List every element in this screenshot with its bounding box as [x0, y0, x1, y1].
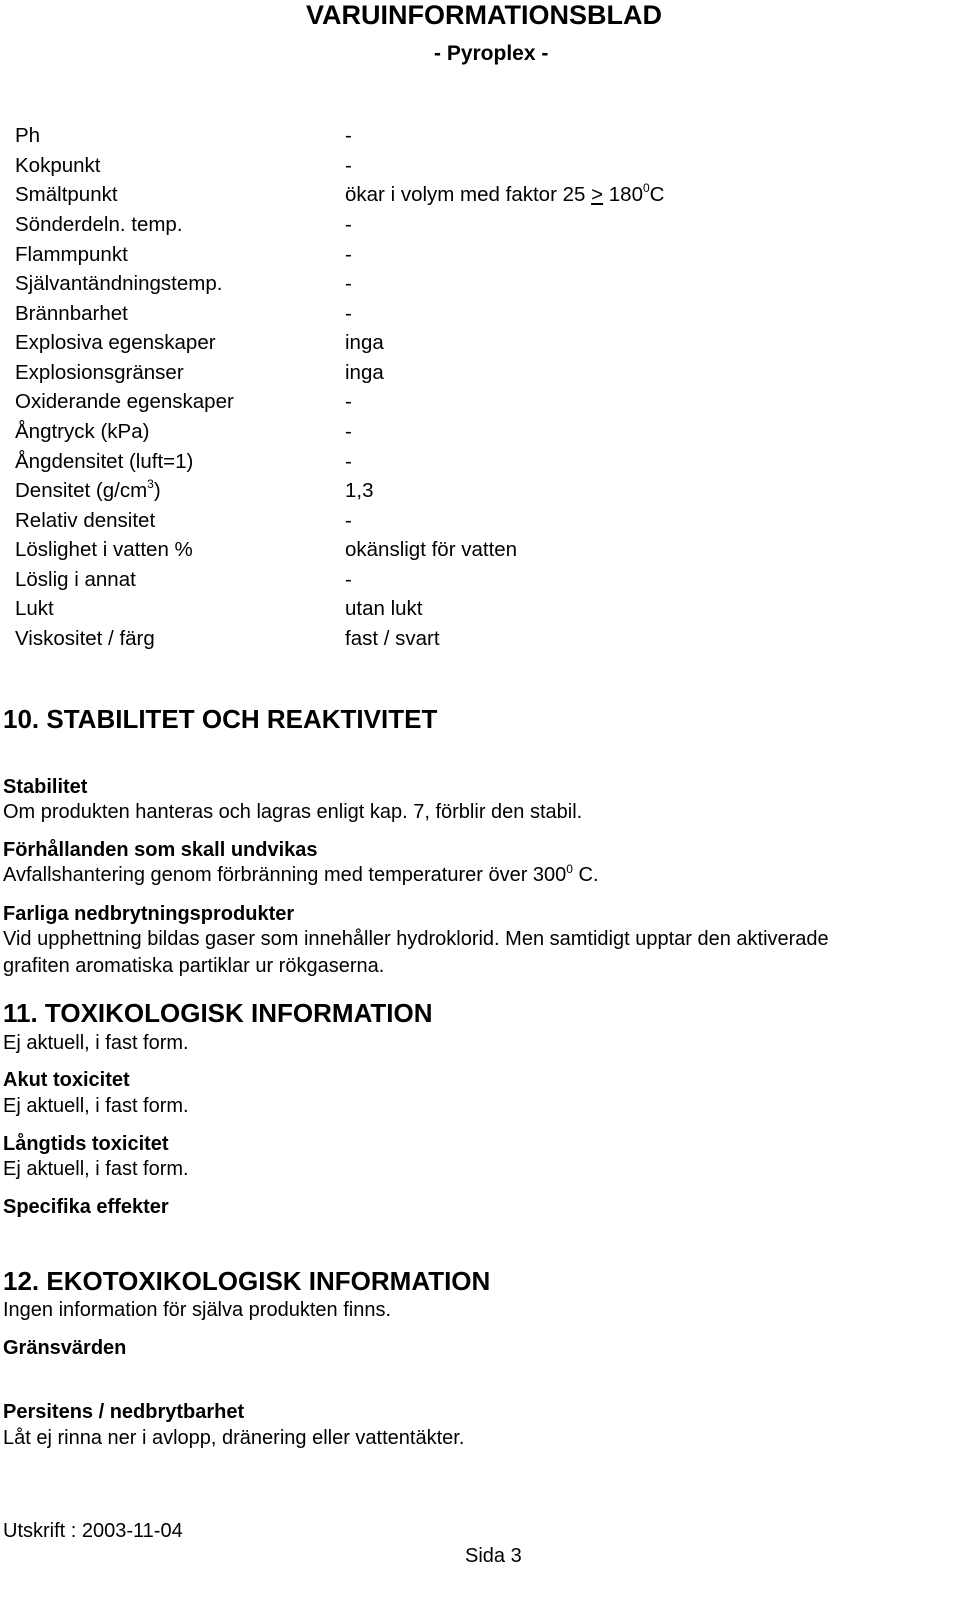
property-value: -: [345, 124, 352, 147]
avoid-text: Avfallshantering genom förbränning med temperaturer över 300: [3, 864, 567, 886]
property-value: [345, 183, 664, 207]
value-unit: C: [649, 183, 665, 206]
property-value: -: [345, 243, 352, 266]
property-value: inga: [345, 331, 384, 354]
property-label: Brännbarhet: [15, 302, 128, 325]
value-number: 180: [603, 183, 643, 206]
section-10-heading: 10. STABILITET OCH REAKTIVITET: [3, 704, 438, 734]
toxicology-intro: Ej aktuell, i fast form.: [3, 1032, 189, 1054]
label-text-end: ): [153, 479, 161, 502]
specific-effects-label: Specifika effekter: [3, 1196, 169, 1218]
property-label: Oxiderande egenskaper: [15, 390, 234, 413]
avoid-text-end: C.: [572, 864, 599, 886]
decomposition-products-text-line2: grafiten aromatiska partiklar ur rökgaserna.: [3, 955, 385, 977]
property-value: -: [345, 272, 352, 295]
property-label: Smältpunkt: [15, 183, 118, 206]
property-value: -: [345, 390, 352, 413]
decomposition-products-label: Farliga nedbrytningsprodukter: [3, 903, 295, 925]
cubic-superscript: 3: [147, 477, 154, 491]
property-value: 1,3: [345, 479, 374, 502]
degree-superscript: 0: [642, 181, 650, 195]
product-name: - Pyroplex -: [434, 42, 549, 65]
greater-equal-symbol: >: [591, 183, 604, 206]
section-11-heading: 11. TOXIKOLOGISK INFORMATION: [3, 998, 433, 1028]
property-label: Relativ densitet: [15, 509, 156, 532]
property-label: [15, 479, 161, 503]
property-label: Lukt: [15, 597, 54, 620]
label-text: Densitet (g/cm: [15, 479, 148, 502]
conditions-to-avoid-text: [3, 864, 599, 887]
property-value: -: [345, 509, 352, 532]
property-label: Sönderdeln. temp.: [15, 213, 183, 236]
limit-values-label: Gränsvärden: [3, 1337, 127, 1359]
long-term-toxicity-text: Ej aktuell, i fast form.: [3, 1158, 189, 1180]
section-12-heading: 12. EKOTOXIKOLOGISK INFORMATION: [3, 1266, 491, 1296]
page-number: Sida 3: [465, 1545, 522, 1567]
value-text: ökar i volym med faktor 25: [345, 183, 592, 206]
decomposition-products-text-line1: Vid upphettning bildas gaser som innehåller hydroklorid. Men samtidigt upptar den aktiverade: [3, 928, 829, 950]
property-value: -: [345, 420, 352, 443]
property-label: Ångdensitet (luft=1): [15, 450, 194, 473]
print-date: Utskrift : 2003-11-04: [3, 1520, 183, 1542]
property-label: Explosiva egenskaper: [15, 331, 216, 354]
persistence-label: Persitens / nedbrytbarhet: [3, 1401, 245, 1423]
property-value: -: [345, 568, 352, 591]
acute-toxicity-text: Ej aktuell, i fast form.: [3, 1095, 189, 1117]
property-label: Löslig i annat: [15, 568, 136, 591]
persistence-text: Låt ej rinna ner i avlopp, dränering eller vattentäkter.: [3, 1427, 465, 1449]
ecotoxicology-intro: Ingen information för själva produkten finns.: [3, 1299, 391, 1321]
property-label: Viskositet / färg: [15, 627, 155, 650]
property-value: -: [345, 450, 352, 473]
acute-toxicity-label: Akut toxicitet: [3, 1069, 130, 1091]
property-label: Löslighet i vatten %: [15, 538, 193, 561]
property-label: Ph: [15, 124, 41, 147]
long-term-toxicity-label: Långtids toxicitet: [3, 1133, 169, 1155]
property-value: -: [345, 302, 352, 325]
property-value: okänsligt för vatten: [345, 538, 518, 561]
property-value: utan lukt: [345, 597, 423, 620]
document-title: VARUINFORMATIONSBLAD: [306, 0, 662, 30]
property-label: Explosionsgränser: [15, 361, 184, 384]
degree-superscript: 0: [566, 862, 573, 876]
conditions-to-avoid-label: Förhållanden som skall undvikas: [3, 839, 318, 861]
property-label: Ångtryck (kPa): [15, 420, 150, 443]
stability-label: Stabilitet: [3, 776, 88, 798]
property-label: Kokpunkt: [15, 154, 101, 177]
property-value: -: [345, 154, 352, 177]
stability-text: Om produkten hanteras och lagras enligt kap. 7, förblir den stabil.: [3, 801, 583, 823]
property-label: Flammpunkt: [15, 243, 128, 266]
property-value: fast / svart: [345, 627, 440, 650]
property-value: inga: [345, 361, 384, 384]
property-label: Självantändningstemp.: [15, 272, 223, 295]
property-value: -: [345, 213, 352, 236]
